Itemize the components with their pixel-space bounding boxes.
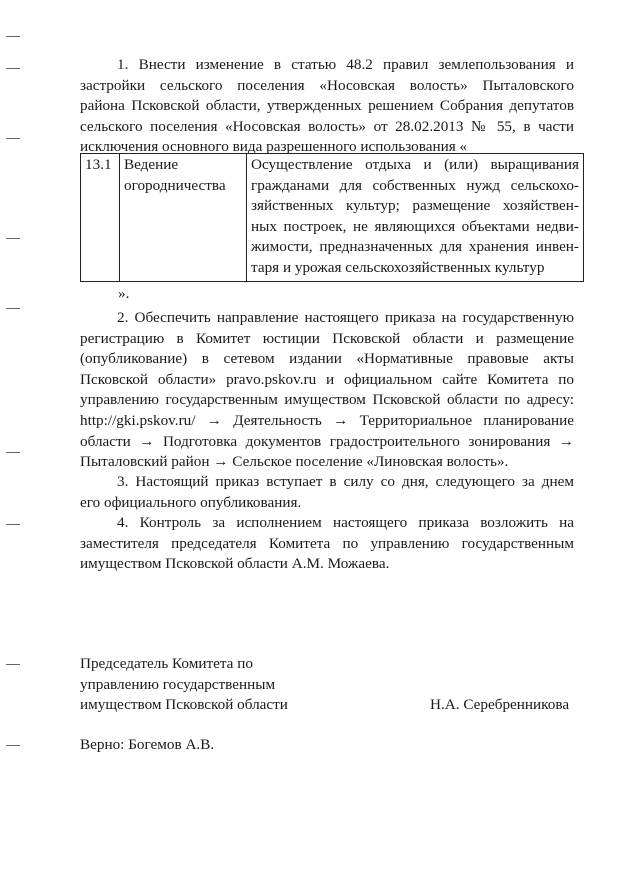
- text-line: исключения основного вида разрешенного использования «: [80, 138, 468, 156]
- text-line: имуществом Псковской области: [80, 696, 288, 714]
- table-cell-number: 13.1: [81, 154, 120, 282]
- paragraph-item-2: [80, 308, 574, 473]
- text-line: Псковской области» pravo.pskov.ru и официальном сайте Комитета по: [80, 370, 574, 388]
- text-line: его официального опубликования.: [80, 493, 302, 511]
- margin-mark: [6, 36, 20, 37]
- text-line: имуществом Псковской области А.М. Можаева.: [80, 555, 390, 573]
- text-line: регистрацию в Комитет юстиции Псковской области и размещение: [80, 329, 574, 347]
- text-line: ных построек, не являющихся объектами недви-: [251, 217, 579, 235]
- text-line: управлению государственным имуществом Псковской области по адресу:: [80, 391, 574, 409]
- margin-mark: [6, 68, 20, 69]
- table-cell-name: [120, 154, 247, 282]
- text-line: Осуществление отдыха и (или) выращивания: [251, 156, 579, 173]
- text-line: 4. Контроль за исполнением настоящего приказа возложить на: [117, 514, 574, 531]
- text-line: (опубликование) в сетевом издании «Нормативные правовые акты: [80, 350, 574, 368]
- table-cell-description: [247, 154, 584, 282]
- land-use-table: [80, 153, 584, 282]
- text-line: заместителя председателя Комитета по управлению государственным: [80, 534, 574, 552]
- paragraph-item-1: [80, 55, 574, 158]
- text-line: сельского поселения «Носовская волость» от 28.02.2013 № 55, в части: [80, 117, 574, 135]
- text-line: http://gki.pskov.ru/ → Деятельность → Территориальное планирование: [80, 411, 574, 429]
- text-line: огородничества: [124, 176, 226, 194]
- text-line: 1. Внести изменение в статью 48.2 правил землепользования и: [117, 56, 574, 73]
- text-line: области → Подготовка документов градостроительного зонирования →: [80, 432, 574, 450]
- margin-mark: [6, 138, 20, 139]
- closing-quote: ».: [118, 285, 130, 302]
- margin-mark: [6, 664, 20, 665]
- text-line: управлению государственным: [80, 675, 276, 693]
- text-line: застройки сельского поселения «Носовская волость» Пыталовского: [80, 76, 574, 94]
- text-line: 3. Настоящий приказ вступает в силу со дня, следующего за днем: [117, 473, 574, 490]
- text-line: района Псковской области, утвержденных решением Собрания депутатов: [80, 97, 574, 115]
- margin-mark: [6, 238, 20, 239]
- text-line: таря и урожая сельскохозяйственных культур: [251, 258, 545, 276]
- text-line: Ведение: [124, 156, 179, 173]
- text-line: зяйственных культур; размещение хозяйствен-: [251, 197, 579, 215]
- certified-copy-note: Верно: Богемов А.В.: [80, 736, 215, 753]
- text-line: жимости, предназначенных для хранения инвен-: [251, 238, 579, 256]
- table-row: [81, 154, 584, 282]
- margin-mark: [6, 745, 20, 746]
- signatory-name: Н.А. Серебренникова: [430, 696, 570, 713]
- text-line: Пыталовский район → Сельское поселение «Линовская волость».: [80, 453, 509, 471]
- signatory-title: [80, 654, 288, 716]
- margin-mark: [6, 524, 20, 525]
- margin-mark: [6, 452, 20, 453]
- text-line: 2. Обеспечить направление настоящего приказа на государственную: [117, 309, 574, 326]
- paragraph-item-4: [80, 513, 574, 575]
- margin-mark: [6, 308, 20, 309]
- paragraph-item-3: [80, 472, 574, 513]
- text-line: Председатель Комитета по: [80, 655, 253, 672]
- text-line: гражданами для собственных нужд сельскохо-: [251, 176, 579, 194]
